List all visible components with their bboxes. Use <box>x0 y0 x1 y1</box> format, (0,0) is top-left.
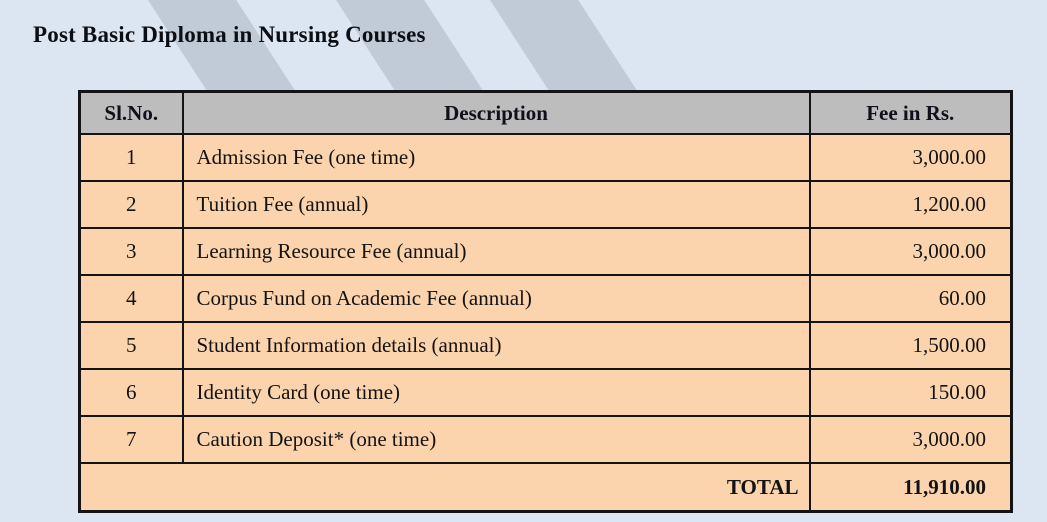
total-row <box>80 463 1012 512</box>
fee-cell: 1,200.00 <box>810 181 1012 228</box>
watermark-stripe <box>464 0 679 92</box>
description-cell: Identity Card (one time) <box>183 369 810 416</box>
fee-cell: 3,000.00 <box>810 134 1012 181</box>
sl-no-cell: 4 <box>80 275 183 322</box>
sl-no-cell: 6 <box>80 369 183 416</box>
table-row <box>80 322 1012 369</box>
description-cell: Learning Resource Fee (annual) <box>183 228 810 275</box>
sl-no-cell: 2 <box>80 181 183 228</box>
table-row <box>80 181 1012 228</box>
total-label-cell: TOTAL <box>80 463 810 512</box>
column-header-description: Description <box>183 92 810 135</box>
table-row <box>80 228 1012 275</box>
table-row <box>80 369 1012 416</box>
sl-no-cell: 5 <box>80 322 183 369</box>
header-row <box>80 92 1012 135</box>
sl-no-cell: 3 <box>80 228 183 275</box>
fee-table <box>78 90 1013 513</box>
fee-cell: 60.00 <box>810 275 1012 322</box>
table-row <box>80 416 1012 463</box>
description-cell: Admission Fee (one time) <box>183 134 810 181</box>
description-cell: Student Information details (annual) <box>183 322 810 369</box>
description-cell: Corpus Fund on Academic Fee (annual) <box>183 275 810 322</box>
fee-cell: 3,000.00 <box>810 416 1012 463</box>
sl-no-cell: 1 <box>80 134 183 181</box>
fee-cell: 3,000.00 <box>810 228 1012 275</box>
fee-cell: 150.00 <box>810 369 1012 416</box>
column-header-fee: Fee in Rs. <box>810 92 1012 135</box>
column-header-sl-no: Sl.No. <box>80 92 183 135</box>
description-cell: Caution Deposit* (one time) <box>183 416 810 463</box>
page-title: Post Basic Diploma in Nursing Courses <box>33 22 426 47</box>
fee-cell: 1,500.00 <box>810 322 1012 369</box>
description-cell: Tuition Fee (annual) <box>183 181 810 228</box>
total-fee-cell: 11,910.00 <box>810 463 1012 512</box>
table-row <box>80 134 1012 181</box>
table-row <box>80 275 1012 322</box>
sl-no-cell: 7 <box>80 416 183 463</box>
